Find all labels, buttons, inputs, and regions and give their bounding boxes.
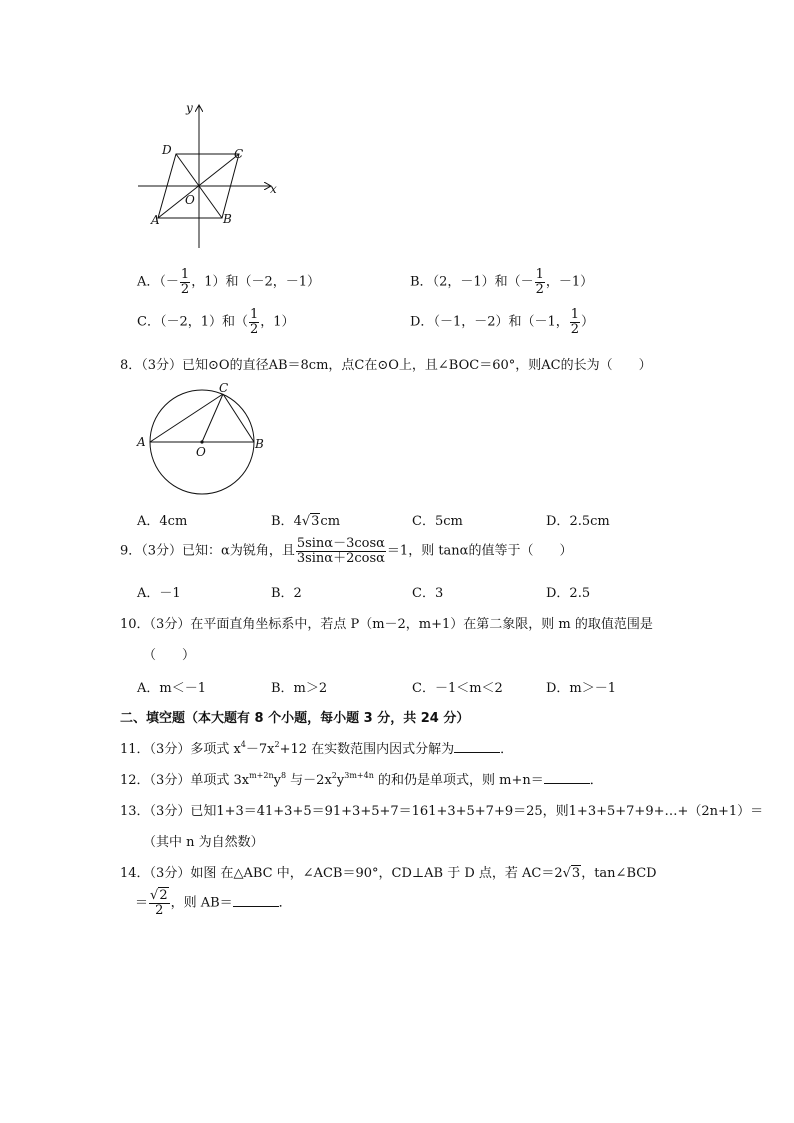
label-o: O (196, 445, 206, 459)
q10-option-d: D．m＞－1 (546, 681, 617, 696)
q7-option-b: B．（2，－1）和（－ $\frac{1}{2}$ ，－1） (410, 267, 594, 297)
center-dot (200, 440, 203, 443)
label-a: A (137, 435, 146, 449)
label-b: B (255, 437, 264, 451)
q7-option-c: C．（－2，1）和（ $\frac{1}{2}$ ，1） (137, 307, 295, 337)
q8-option-a: A．4cm (137, 514, 188, 529)
chord-bc (223, 394, 254, 442)
label-d: D (162, 143, 172, 157)
label-c: C (219, 381, 229, 395)
q9-stem: 9．（3分）已知：α为锐角，且 $\frac{5\sin\alpha-3\cos\alpha}{3\sin\alpha+2\cos\alpha}$ ＝1，则 tanα的值等于（ ） (120, 536, 573, 566)
q14-cont: ＝ $\frac{√2}{2}$ ，则 AB＝ ． (135, 888, 292, 918)
q8-option-b: B．4√3cm (271, 514, 341, 529)
q8-option-c: C．5cm (412, 514, 463, 529)
circle-figure-q8 (130, 378, 280, 498)
q10-stem: 10．（3分）在平面直角坐标系中，若点 P（m－2，m+1）在第二象限，则 m 的取值范围是 (120, 617, 653, 632)
q9-option-b: B．2 (271, 586, 302, 601)
q8-stem: 8．（3分）已知⊙O的直径AB＝8cm，点C在⊙O上，且∠BOC＝60°，则AC的长为（ ） (120, 358, 652, 373)
q13-cont: （其中 n 为自然数） (143, 835, 264, 850)
label-o: O (185, 193, 195, 207)
section-heading-fill-in: 二、填空题（本大题有 8 个小题，每小题 3 分，共 24 分） (120, 711, 470, 726)
q9-option-a: A．－1 (137, 586, 181, 601)
q10-option-a: A．m＜－1 (137, 681, 206, 696)
q11: 11．（3分）多项式 $x^4-7x^2+12$ 在实数范围内因式分解为 ． (120, 740, 514, 757)
answer-blank[interactable] (544, 773, 590, 784)
q13: 13．（3分）已知1+3＝41+3+5＝91+3+5+7＝161+3+5+7+9＝25，则1+3+5+7+9+…+（2n+1）＝ (120, 804, 764, 819)
q14: 14．（3分）如图 在△ABC 中，∠ACB＝90°，CD⊥AB 于 D 点，若 AC＝2√3，tan∠BCD (120, 866, 657, 881)
q7-option-d: D．（－1，－2）和（－1， $\frac{1}{2}$ ） (410, 307, 595, 337)
answer-blank[interactable] (233, 896, 279, 907)
q8-option-d: D．2.5cm (546, 514, 610, 529)
q7-option-a: A．（－ $\frac{1}{2}$ ，1）和（－2，－1） (137, 267, 321, 297)
q12: 12．（3分）单项式 $3x^{m+2n}y^8$ 与$-2x^2y^{3m+4n}$ 的和仍是单项式，则 m+n＝ ． (120, 771, 603, 788)
q10-option-b: B．m＞2 (271, 681, 328, 696)
q10-stem-cont: （ ） (143, 648, 196, 663)
answer-blank[interactable] (454, 742, 500, 753)
label-b: B (223, 212, 232, 226)
label-a: A (151, 213, 160, 227)
label-c: C (234, 147, 244, 161)
coordinate-figure-q7 (130, 96, 290, 256)
q9-option-d: D．2.5 (546, 586, 591, 601)
q9-option-c: C．3 (412, 586, 444, 601)
label-y: y (186, 101, 193, 115)
q10-option-c: C．－1＜m＜2 (412, 681, 503, 696)
label-x: x (270, 182, 277, 196)
